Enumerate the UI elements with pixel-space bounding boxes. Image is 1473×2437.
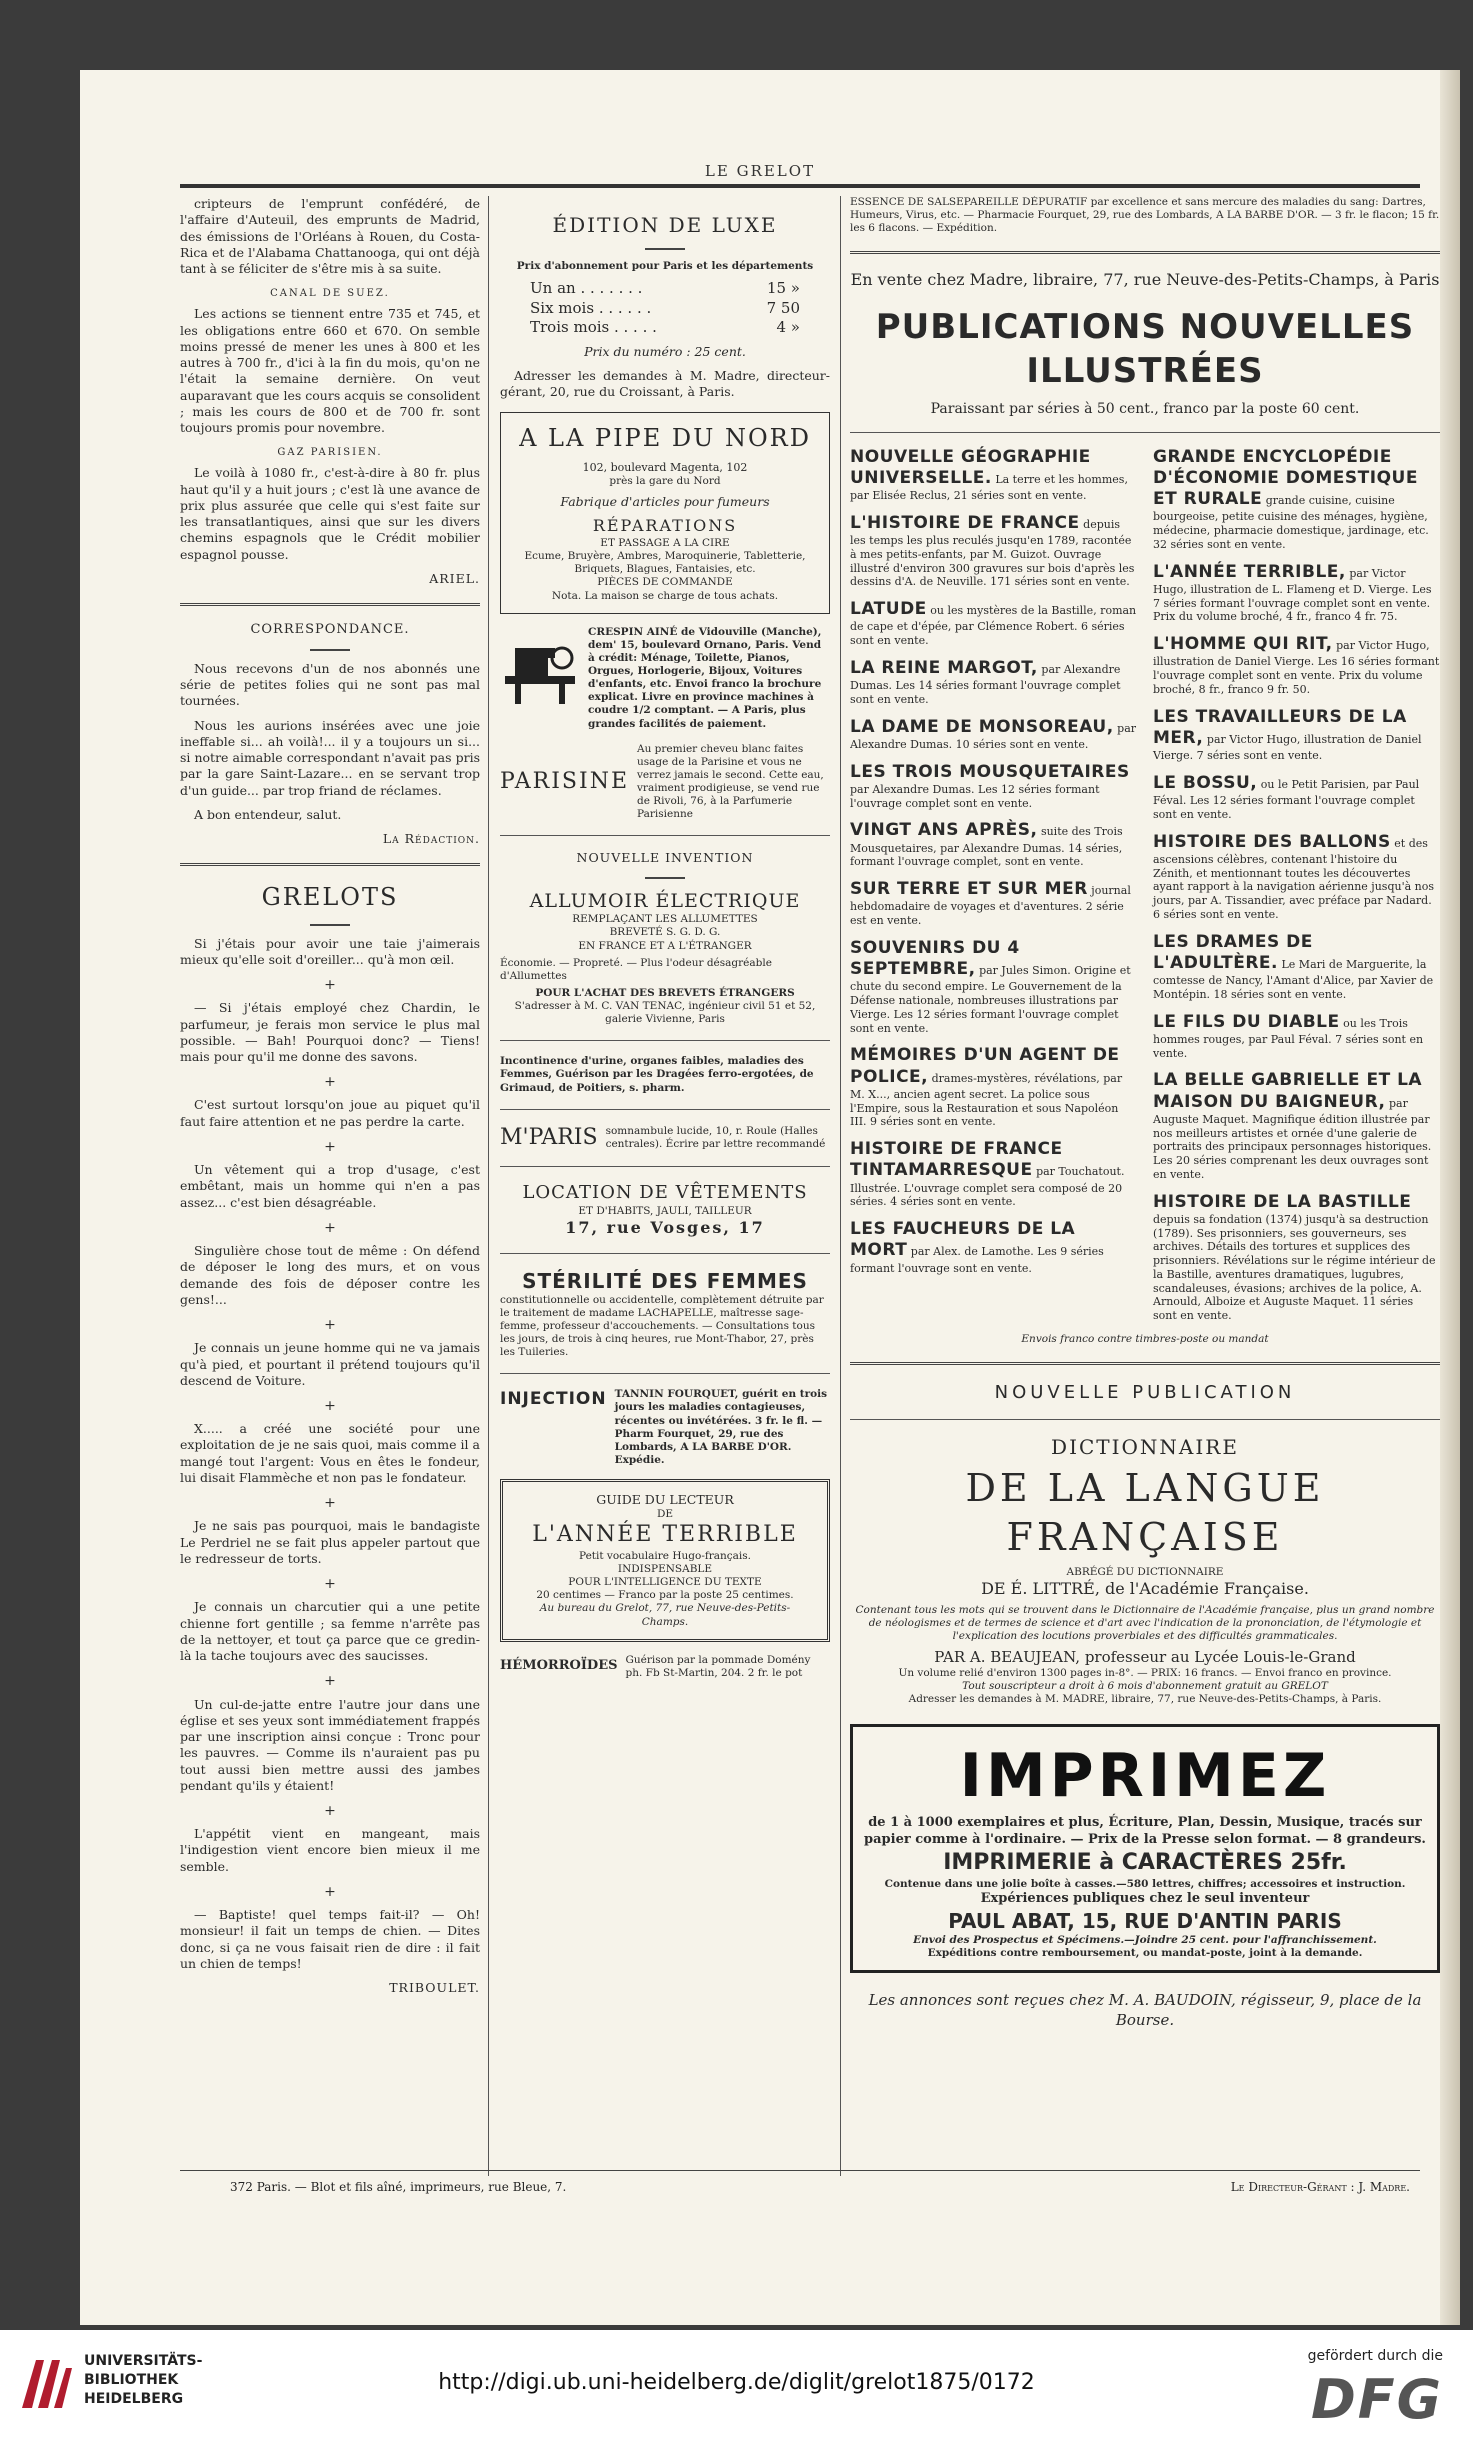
subscription-table	[500, 279, 830, 338]
publication-description: depuis les temps les plus reculés jusqu'en 1789, racontée à mes petits-enfants, par M. Guizot. Ouvrage illustré d'environ 300 gravures sur bois d'après les dessins d'A. de Neuville. 171 séries sont en vente.	[850, 517, 1135, 589]
joke: — Si j'étais employé chez Chardin, le parfumeur, je ferais mon service le plus mal possible. — Bah! Pourquoi donc? — Tiens! mais pour qu'il me donne des savons.	[180, 1000, 480, 1065]
publication-title: GRANDE ENCYCLOPÉDIE D'ÉCONOMIE DOMESTIQUE ET RURALE	[1153, 446, 1418, 510]
publication-entry	[850, 879, 1137, 928]
divider	[180, 603, 480, 606]
ad-title: ÉDITION DE LUXE	[552, 213, 778, 237]
publication-description: par Victor Hugo, illustration de Daniel Vierge. 7 séries sont en vente.	[1153, 732, 1422, 763]
publication-description: ou les mystères de la Bastille, roman de cape et d'épée, par Clémence Robert. 6 séries sont en vente.	[850, 604, 1137, 648]
separator-cross: +	[324, 1138, 336, 1155]
printer-line: 372 Paris. — Blot et fils aîné, imprimeurs, rue Bleue, 7.	[230, 2180, 567, 2194]
section-title: NOUVELLE PUBLICATION	[994, 1382, 1296, 1404]
separator-cross: +	[324, 1398, 336, 1415]
publication-description: par Alexandre Dumas. 10 séries sont en vente.	[850, 721, 1137, 751]
publication-description: grande cuisine, cuisine bourgeoise, petite cuisine des ménages, hygiène, médecine, pharmacie domestique, jardinage, etc. 32 séries sont en vente.	[1153, 494, 1429, 551]
publication-title: HISTOIRE DE LA BASTILLE	[1153, 1191, 1412, 1212]
publication-entry	[1153, 447, 1440, 552]
publications-title: PUBLICATIONS NOUVELLES ILLUSTRÉES	[875, 307, 1415, 392]
publication-description: ou le Petit Parisien, par Paul Féval. Les 12 séries formant l'ouvrage complet sont en vente.	[1153, 777, 1420, 821]
publication-entry	[1153, 707, 1440, 763]
publication-description: par Jules Simon. Origine et chute du second empire. Le Gouvernement de la Défense nationale, nombreuses illustrations par Vierge. Les 12 séries formant l'ouvrage complet sont en vente.	[850, 964, 1131, 1035]
divider	[310, 649, 350, 651]
joke: Si j'étais pour avoir une taie j'aimerais mieux qu'elle soit d'oreiller... qu'à mon œil.	[180, 935, 480, 967]
signature: TRIBOULET.	[389, 1980, 480, 1996]
publication-entry	[850, 658, 1137, 707]
annonces-note: Les annonces sont reçues chez M. A. BAUDOIN, régisseur, 9, place de la Bourse.	[868, 1991, 1422, 2029]
publication-entry	[1153, 562, 1440, 625]
publication-title: MÉMOIRES D'UN AGENT DE POLICE,	[850, 1045, 1120, 1087]
column-left	[180, 196, 480, 2156]
publications-left	[850, 447, 1137, 1333]
publication-description: La terre et les hommes, par Elisée Reclus, 21 séries sont en vente.	[850, 472, 1128, 503]
ad-head: NOUVELLE INVENTION	[576, 850, 754, 866]
divider	[500, 835, 830, 836]
publication-entry	[850, 938, 1137, 1036]
publication-description: par Auguste Maquet. Magnifique édition illustrée par nos meilleurs artistes et ornée d'une galerie de portraits des principaux personnages historiques. Les 20 séries comprenant les deux ouvrages sont en vente.	[1153, 1096, 1432, 1181]
joke: Je ne sais pas pourquoi, mais le bandagiste Le Perdriel ne se fait plus appeler partout que le redresseur de torts.	[180, 1518, 480, 1566]
paragraph: A bon entendeur, salut.	[194, 806, 342, 822]
divider	[500, 1253, 830, 1254]
divider	[850, 251, 1440, 254]
publication-title: LES FAUCHEURS DE LA MORT	[850, 1219, 1076, 1261]
imprimez-heading: IMPRIMEZ	[959, 1741, 1331, 1812]
publication-title: SUR TERRE ET SUR MER	[850, 879, 1088, 900]
publication-description: drames-mystères, révélations, par M. X..., ancien agent secret. La police sous l'Empire, sous la Restauration et sous Napoléon III. 9 séries sont en vente.	[850, 1071, 1123, 1129]
joke: Un vêtement qui a trop d'usage, c'est embêtant, mais un homme qui n'en a pas assez... c'est bien désagréable.	[180, 1162, 480, 1210]
publication-title: L'HISTOIRE DE FRANCE	[850, 512, 1080, 533]
subscription-row: Six mois . . . . . . 7 50	[530, 298, 800, 317]
ad-hemorroides: HÉMORROÏDES Guérison par la pommade Domény ph. Fb St-Martin, 204. 2 fr. le pot	[500, 1653, 811, 1679]
column-right: ESSENCE DE SALSEPAREILLE DÉPURATIF par excellence et sans mercure des maladies du sang: Dartres, Humeurs, Virus, etc. — Pharmacie Fourquet, 29, rue des Lombards, A LA BARBE D'OR. — 3 fr. le flacon; 15 fr. les 6 flacons. — Expédition. En vente chez Madre, libraire, 77, rue Neuve-des-Petits-Champs, à Paris PUBLICATIONS NOUVELLES ILLUSTRÉES Paraissant par séries à 50 cent., franco par la poste 60 cent. NOUVELLE GÉOGRAPHIE UNIVERSELLE. La terre et les hommes, par Elisée Reclus, 21 séries sont en vente. L'HISTOIRE DE FRANCE depuis les temps les plus reculés jusqu'en 1789, racontée à mes petits-enfants, par M. Guizot. Ouvrage illustré d'environ 300 gravures sur bois d'après les dessins d'A. de Neuville. 171 séries sont en vente. LATUDE ou les mystères de la Bastille, roman de cape et d'épée, par Clémence Robert. 6 séries sont en vente. LA REINE MARGOT, par Alexandre Dumas. Les 14 séries formant l'ouvrage complet sont en vente. LA DAME DE MONSOREAU, par Alexandre Dumas. 10 séries sont en vente. LES TROIS MOUSQUETAIRES par Alexandre Dumas. Les 12 séries formant l'ouvrage complet sont en vente. VINGT ANS APRÈS, suite des Trois Mousquetaires, par Alexandre Dumas. 14 séries, formant l'ouvrage complet, sont en vente. SUR TERRE ET SUR MER journal hebdomadaire de voyages et d'aventures. 2 série est en vente. SOUVENIRS DU 4 SEPTEMBRE, par Jules Simon. Origine et chute du second empire. Le Gouvernement de la Défense nationale, nombreuses illustrations par Vierge. Les 12 séries formant l'ouvrage complet sont en vente. MÉMOIRES D'UN AGENT DE POLICE, drames-mystères, révélations, par M. X..., ancien agent secret. La police sous l'Empire, sous la Restauration et sous Napoléon III. 9 séries sont en vente. HISTOIRE DE FRANCE TINTAMARRESQUE par Touchatout. Illustrée. L'ouvrage complet sera composé de 20 séries. 4 séries sont en vente. LES FAUCHEURS DE LA MORT par Alex. de Lamothe. Les 9 séries formant l'ouvrage sont en vente. GRANDE ENCYCLOPÉDIE D'ÉCONOMIE DOMESTIQUE ET RURALE grande cuisine, cuisine bourgeoise, petite cuisine des ménages, hygiène, médecine, pharmacie domestique, jardinage, etc. 32 séries sont en vente. L'ANNÉE TERRIBLE, par Victor Hugo, illustration de L. Flameng et D. Vierge. Les 7 séries formant l'ouvrage complet sont en vente. Prix du volume broché, 4 fr., franco 4 fr. 75. L'HOMME QUI RIT, par Victor Hugo, illustration de Daniel Vierge. Les 16 séries formant l'ouvrage complet sont en vente. Prix du volume broché, 8 fr., franco 9 fr. 50. LES TRAVAILLEURS DE LA MER, par Victor Hugo, illustration de Daniel Vierge. 7 séries sont en vente. LE BOSSU, ou le Petit Parisien, par Paul Féval. Les 12 séries formant l'ouvrage complet sont en vente. HISTOIRE DES BALLONS et des ascensions célèbres, contenant l'histoire du Zénith, et mentionnant toutes les découvertes ayant rapport à la navigation aérienne jusqu'à nos jours, par A. Tissandier, avec préface par Nadard. 6 séries sont en vente. LES DRAMES DE L'ADULTÈRE. Le Mari de Marguerite, la comtesse de Nancy, l'Amant d'Alice, par Xavier de Montépin. 18 séries sont en vente. LE FILS DU DIABLE ou les Trois hommes rouges, par Paul Féval. 7 séries sont en vente. LA BELLE GABRIELLE ET LA MAISON DU BAIGNEUR, par Auguste Maquet. Magnifique édition illustrée par nos meilleurs artistes et ornée d'une galerie de portraits des principaux personnages historiques. Les 20 séries comprenant les deux ouvrages sont en vente. HISTOIRE DE LA BASTILLE depuis sa fondation (1374) jusqu'à sa destruction (1789). Ses prisonniers, ses gouverneurs, ses archives. Détails des tortures et supplices des prisonniers. Révélations sur le régime intérieur de la Bastille, aventures dramatiques, lugubres, scandaleuses, évasions; archives de la police, A. Arnould, Alboize et Auguste Maquet. 11 séries sont en vente. Envois franco contre timbres-poste ou mandat NOUVELLE PUBLICATION DICTIONNAIRE DE LA LANGUE FRANÇAISE ABRÉGÉ DU DICTIONNAIRE DE É. LITTRÉ, de l'Académie Française. Contenant tous les mots qui se trouvent dans le Dictionnaire de l'Académie française, plus un grand nombre de néologismes et de termes de science et d'art avec l'indication de la prononciation, de l'étymologie et l'explication des locutions proverbiales et des difficultés grammaticales. PAR A. BEAUJEAN, professeur au Lycée Louis-le-Grand Un volume relié d'environ 1300 pages in-8°. — PRIX: 16 francs. — Envoi franco en province. Tout souscripteur a droit à 6 mois d'abonnement gratuit au GRELOT Adresser les demandes à M. MADRE, libraire, 77, rue Neuve-des-Petits-Champs, à Paris. IMPRIMEZ de 1 à 1000 exemplaires et plus, Écriture, Plan, Dessin, Musique, tracés sur papier comme à l'ordinaire. — Prix de la Presse selon format. — 8 grandeurs. IMPRIMERIE à CARACTÈRES 25fr. Contenue dans une jolie boîte à casses.—580 lettres, chiffres; accessoires et instruction. Expériences publiques chez le seul inventeur PAUL ABAT, 15, RUE D'ANTIN PARIS Envoi des Prospectus et Spécimens.—Joindre 25 cent. pour l'affranchissement. Expéditions contre remboursement, ou mandat-poste, joint à la demande. Les annonces sont reçues chez M. A. BAUDOIN, régisseur, 9, place de la Bourse.	[850, 196, 1440, 2029]
subscription-row: Trois mois . . . . . 4 »	[530, 318, 800, 337]
ad-injection: INJECTION TANNIN FOURQUET, guérit en trois jours les maladies contagieuses, récentes ou invétérées. 3 fr. le fl. — Pharm Fourquet, 29, rue des Lombards, A LA BARBE D'OR. Expédie.	[500, 1388, 828, 1466]
newspaper-page	[80, 70, 1460, 2325]
subscription-row: Un an . . . . . . . 15 »	[530, 279, 800, 298]
publication-description: par Touchatout. Illustrée. L'ouvrage complet sera composé de 20 séries. 4 séries sont en vente.	[850, 1165, 1125, 1209]
permalink-url[interactable]: http://digi.ub.uni-heidelberg.de/diglit/grelot1875/0172	[438, 2370, 1035, 2395]
publication-title: LE FILS DU DIABLE	[1153, 1011, 1340, 1032]
envois-note: Envois franco contre timbres-poste ou mandat	[1021, 1332, 1269, 1345]
publication-entry	[850, 1139, 1137, 1209]
column-divider	[840, 196, 841, 2176]
separator-cross: +	[324, 1317, 336, 1334]
dictionary-label: DICTIONNAIRE	[1051, 1434, 1239, 1459]
paragraph: Nous recevons d'un de nos abonnés une série de petites folies qui ne sont pas mal tournées.	[180, 660, 480, 709]
publication-title: SOUVENIRS DU 4 SEPTEMBRE,	[850, 937, 1020, 980]
publication-description: par Alex. de Lamothe. Les 9 séries formant l'ouvrage sont en vente.	[850, 1245, 1104, 1275]
joke: Singulière chose tout de même : On défend de déposer le long des murs, et on vous demande des fois de déposer contre les gens!...	[180, 1243, 480, 1307]
publication-title: L'ANNÉE TERRIBLE,	[1153, 561, 1346, 582]
divider	[500, 1040, 830, 1041]
publication-entry	[1153, 832, 1440, 922]
head-rule	[180, 184, 1420, 188]
paragraph: Le voilà à 1080 fr., c'est-à-dire à 80 fr. plus haut qu'il y a huit jours ; c'est là une avance de prix plus assurée que celle qui s'est faite sur les transatlantiques, ainsi que sur les divers chemins espagnols que le Crédit mobilier espagnol pousse.	[180, 465, 480, 562]
divider	[850, 1362, 1440, 1365]
paragraph: Adresser les demandes à M. Madre, directeur-gérant, 20, rue du Croissant, à Paris.	[500, 367, 830, 400]
ad-incontinence: Incontinence d'urine, organes faibles, maladies des Femmes, Guérison par les Dragées ferro-ergotées, de Grimaud, de Poitiers, s. pharm.	[500, 1055, 814, 1094]
divider	[180, 863, 480, 866]
separator-cross: +	[324, 1074, 336, 1091]
publication-entry	[850, 599, 1137, 648]
divider	[645, 877, 685, 879]
joke: — Baptiste! quel temps fait-il? — Oh! monsieur! il fait un temps de chien. — Dites donc, si ça ne vous faisait rien de dire : il fait un chien de temps!	[180, 1907, 480, 1971]
separator-cross: +	[324, 1219, 336, 1236]
ad-crespin: CRESPIN AINÉ de Vidouville (Manche), dem' 15, boulevard Ornano, Paris. Vend à crédit: Ménage, Toilette, Pianos, Orgues, Horlogerie, Bijoux, Voitures d'enfants, etc. Envoi franco la brochure explicat. Livre en province machines à coudre 1/2 comptant. — A Paris, plus grandes facilités de paiement.	[500, 626, 830, 731]
divider	[500, 1109, 830, 1110]
publications-subtitle: Paraissant par séries à 50 cent., franco par la poste 60 cent.	[930, 400, 1360, 417]
publication-title: LES DRAMES DE L'ADULTÈRE.	[1153, 931, 1313, 973]
column-middle: ÉDITION DE LUXE Prix d'abonnement pour Paris et les départements Un an . . . . . . . 15 » Six mois . . . . . . 7 50 Trois mois . . . . . 4 » Prix du numéro : 25 cent. Adresser les demandes à M. Madre, directeur-gérant, 20, rue du Croissant, à Paris. A LA PIPE DU NORD 102, boulevard Magenta, 102 près la gare du Nord Fabrique d'articles pour fumeurs RÉPARATIONS ET PASSAGE A LA CIRE Ecume, Bruyère, Ambres, Maroquinerie, Tabletterie, Briquets, Blagues, Fantaisies, etc. PIÈCES DE COMMANDE Nota. La maison se charge de tous achats. CRESPIN AINÉ de Vidouville (Manche), dem' 15, boulevard Ornano, Paris. Vend à crédit: Ménage, Toilette, Pianos, Orgues, Horlogerie, Bijoux, Voitures d'enfants, etc. Envoi franco la brochure explicat. Livre en province machines à coudre 1/2 comptant. — A Paris, plus grandes facilités de paiement. PARISINE Au premier cheveu blanc faites usage de la Parisine et vous ne verrez jamais le second. Cette eau, vraiment prodigieuse, se vend rue de Rivoli, 76, à la Parfumerie Parisienne NOUVELLE INVENTION ALLUMOIR ÉLECTRIQUE REMPLAÇANT LES ALLUMETTES BREVETÉ S. G. D. G. EN FRANCE ET A L'ÉTRANGER Économie. — Propreté. — Plus l'odeur désagréable d'Allumettes POUR L'ACHAT DES BREVETS ÉTRANGERS S'adresser à M. C. VAN TENAC, ingénieur civil 51 et 52, galerie Vivienne, Paris Incontinence d'urine, organes faibles, maladies des Femmes, Guérison par les Dragées ferro-ergotées, de Grimaud, de Poitiers, s. pharm. M'PARIS somnambule lucide, 10, r. Roule (Halles centrales). Écrire par lettre recommandé LOCATION DE VÊTEMENTS ET D'HABITS, JAULI, TAILLEUR 17, rue Vosges, 17 STÉRILITÉ DES FEMMES constitutionnelle ou accidentelle, complètement détruite par le traitement de madame LACHAPELLE, maîtresse sage-femme, professeur d'accouchements. — Consultations tous les jours, de trois à cinq heures, rue Mont-Thabor, 27, près les Tuileries. INJECTION TANNIN FOURQUET, guérit en trois jours les maladies contagieuses, récentes ou invétérées. 3 fr. le fl. — Pharm Fourquet, 29, rue des Lombards, A LA BARBE D'OR. Expédie. GUIDE DU LECTEUR DE L'ANNÉE TERRIBLE Petit vocabulaire Hugo-français. INDISPENSABLE POUR L'INTELLIGENCE DU TEXTE 20 centimes — Franco par la poste 25 centimes. Au bureau du Grelot, 77, rue Neuve-des-Petits-Champs. HÉMORROÏDES Guérison par la pommade Domény ph. Fb St-Martin, 204. 2 fr. le pot	[500, 213, 830, 1679]
dfg-logo[interactable]: DFG	[1310, 2368, 1443, 2431]
separator-cross: +	[324, 977, 336, 994]
publication-description: depuis sa fondation (1374) jusqu'à sa destruction (1789). Ses prisonniers, ses gouverneurs, ses archives. Détails des tortures et supplices des prisonniers. Révélations sur le régime intérieur de la Bastille, aventures dramatiques, lugubres, scandaleuses, évasions; archives de la police, A. Arnould, Alboize et Auguste Maquet. 11 séries sont en vente.	[1153, 1212, 1436, 1323]
joke: Un cul-de-jatte entre l'autre jour dans une église et ses yeux sont immédiatement frappés par une inscription ainsi conçue : Tronc pour les pauvres. — Comme ils n'auraient pas pu tout aussi bien mettre aussi des jambes pendant qu'ils y étaient!	[180, 1696, 480, 1793]
sewing-machine-icon	[500, 626, 580, 706]
sale-notice: En vente chez Madre, libraire, 77, rue Neuve-des-Petits-Champs, à Paris	[850, 270, 1440, 290]
ad-pipe-du-nord: A LA PIPE DU NORD 102, boulevard Magenta, 102 près la gare du Nord Fabrique d'articles pour fumeurs RÉPARATIONS ET PASSAGE A LA CIRE Ecume, Bruyère, Ambres, Maroquinerie, Tabletterie, Briquets, Blagues, Fantaisies, etc. PIÈCES DE COMMANDE Nota. La maison se charge de tous achats.	[500, 412, 830, 613]
publications-right	[1153, 447, 1440, 1333]
section-title: CORRESPONDANCE.	[250, 622, 410, 637]
subheading: CANAL DE SUEZ.	[270, 288, 390, 300]
column-divider	[488, 196, 489, 2176]
ad-title: STÉRILITÉ DES FEMMES	[522, 1268, 808, 1293]
divider	[500, 1373, 830, 1374]
ad-subtitle: Prix d'abonnement pour Paris et les départements	[516, 260, 814, 272]
joke: X..... a créé une société pour une exploitation de je ne sais quoi, mais comme il a mangé tout l'argent: Vous en êtes le fondeur, lui disait Flammèche et non pas le fondateur.	[180, 1421, 480, 1485]
signature: ARIEL.	[429, 570, 480, 586]
subheading: GAZ PARISIEN.	[277, 447, 383, 459]
ad-mparis: M'PARIS somnambule lucide, 10, r. Roule (Halles centrales). Écrire par lettre recommandé	[500, 1124, 826, 1151]
paragraph: Les actions se tiennent entre 735 et 745, et les obligations entre 660 et 670. On semble moins pressé de mener les unes à 800 et les autres à 700 fr., d'ici à la fin du mois, qu'on ne l'était la semaine dernière. On veut auparavant que les cours acquis se consolident ; mais les cours de 800 et de 700 fr. sont toujours promis pour novembre.	[180, 306, 480, 435]
joke: Je connais un jeune homme qui ne va jamais qu'à pied, et pourtant il prétend toujours qu'il descend de Voiture.	[180, 1340, 480, 1388]
publication-entry	[1153, 1012, 1440, 1061]
ad-title: ALLUMOIR ÉLECTRIQUE	[529, 889, 801, 912]
publication-entry	[850, 447, 1137, 503]
divider	[645, 248, 685, 250]
section-title: GRELOTS	[261, 883, 399, 912]
publication-description: par Alexandre Dumas. Les 14 séries formant l'ouvrage complet sont en vente.	[850, 662, 1121, 706]
divider	[850, 432, 1440, 433]
publication-title: LA DAME DE MONSOREAU,	[850, 716, 1114, 737]
publication-description: par Alexandre Dumas. Les 12 séries formant l'ouvrage complet sont en vente.	[850, 782, 1100, 810]
separator-cross: +	[324, 1803, 336, 1820]
publication-title: LE BOSSU,	[1153, 772, 1258, 793]
ad-guide-lecteur: GUIDE DU LECTEUR DE L'ANNÉE TERRIBLE Petit vocabulaire Hugo-français. INDISPENSABLE POUR L'INTELLIGENCE DU TEXTE 20 centimes — Franco par la poste 25 centimes. Au bureau du Grelot, 77, rue Neuve-des-Petits-Champs.	[500, 1479, 830, 1642]
publication-entry	[850, 762, 1137, 811]
publication-entry	[1153, 634, 1440, 697]
publication-description: par Victor Hugo, illustration de Daniel Vierge. Les 16 séries formant l'ouvrage complet sont en vente. Prix du volume broché, 8 fr., franco 9 fr. 50.	[1153, 639, 1440, 696]
publication-entry	[1153, 773, 1440, 822]
bottom-rule	[180, 2170, 1420, 2171]
page-edge	[1440, 70, 1460, 2325]
divider	[500, 1166, 830, 1167]
publications-list	[850, 447, 1440, 1333]
publication-title: LES TROIS MOUSQUETAIRES	[850, 761, 1130, 782]
publication-title: L'HOMME QUI RIT,	[1153, 634, 1333, 655]
publication-entry	[850, 717, 1137, 752]
joke: Je connais un charcutier qui a une petite chienne fort gentille ; sa femme n'arrête pas de la nettoyer, et tout ça parce que ce gredin-là la tache toujours avec des saucisses.	[180, 1599, 480, 1664]
ad-imprimez: IMPRIMEZ de 1 à 1000 exemplaires et plus, Écriture, Plan, Dessin, Musique, tracés sur papier comme à l'ordinaire. — Prix de la Presse selon format. — 8 grandeurs. IMPRIMERIE à CARACTÈRES 25fr. Contenue dans une jolie boîte à casses.—580 lettres, chiffres; accessoires et instruction. Expériences publiques chez le seul inventeur PAUL ABAT, 15, RUE D'ANTIN PARIS Envoi des Prospectus et Spécimens.—Joindre 25 cent. pour l'affranchissement. Expéditions contre remboursement, ou mandat-poste, joint à la demande.	[850, 1724, 1440, 1973]
publication-entry	[850, 513, 1137, 589]
publication-entry	[1153, 1192, 1440, 1323]
publication-description: Le Mari de Marguerite, la comtesse de Nancy, l'Amant d'Alice, par Xavier de Montépin. 18 séries sont en vente.	[1153, 957, 1434, 1001]
publication-entry	[1153, 1070, 1440, 1181]
publication-title: LES TRAVAILLEURS DE LA MER,	[1153, 706, 1407, 748]
paragraph: Nous les aurions insérées avec une joie ineffable si... ah voilà!... il y a toujours un si... si notre aimable correspondant n'avait pas pris par la gare Saint-Lazare... en se servant trop d'un guide... par trop friand de réclames.	[180, 717, 480, 798]
director-line: Le Directeur-Gérant : J. Madre.	[1230, 2180, 1410, 2194]
ad-salsepareille: ESSENCE DE SALSEPAREILLE DÉPURATIF par excellence et sans mercure des maladies du sang: Dartres, Humeurs, Virus, etc. — Pharmacie Fourquet, 29, rue des Lombards, A LA BARBE D'OR. — 3 fr. le flacon; 15 fr. les 6 flacons. — Expédition.	[850, 196, 1440, 235]
publication-description: suite des Trois Mousquetaires, par Alexandre Dumas. 14 séries, formant l'ouvrage complet, sont en vente.	[850, 825, 1123, 869]
university-name[interactable]: UNIVERSITÄTS- BIBLIOTHEK HEIDELBERG	[84, 2353, 203, 2407]
publication-title: LATUDE	[850, 599, 927, 620]
price: Prix du numéro : 25 cent.	[584, 343, 746, 359]
divider	[850, 1419, 1440, 1420]
running-head: LE GRELOT	[704, 162, 816, 180]
publication-title: NOUVELLE GÉOGRAPHIE UNIVERSELLE.	[850, 446, 1091, 488]
separator-cross: +	[324, 1673, 336, 1690]
publication-title: VINGT ANS APRÈS,	[850, 820, 1038, 841]
publication-title: LA REINE MARGOT,	[850, 657, 1038, 678]
joke: L'appétit vient en mangeant, mais l'indigestion vient encore bien mieux il me semble.	[180, 1826, 480, 1874]
dictionary-title: DE LA LANGUE FRANÇAISE	[965, 1465, 1325, 1559]
publication-entry	[850, 820, 1137, 869]
dfg-label: gefördert durch die	[1307, 2348, 1443, 2364]
signature: La Rédaction.	[382, 831, 480, 847]
publication-description: et des ascensions célèbres, contenant l'histoire du Zénith, et mentionnant toutes les découvertes ayant rapport à la navigation aérienne jusqu'à nos jours, par A. Tissandier, avec préface par Nadard. 6 séries sont en vente.	[1153, 836, 1434, 921]
publication-entry	[850, 1045, 1137, 1129]
publication-title: LA BELLE GABRIELLE ET LA MAISON DU BAIGNEUR,	[1153, 1070, 1423, 1112]
article-intro: cripteurs de l'emprunt confédéré, de l'affaire d'Auteuil, des emprunts de Madrid, des émissions de l'Orléans à Rouen, du Costa-Rica et de l'Alabama Chattanooga, qui ont déjà tant à se féliciter de s'être mis à sa suite.	[180, 196, 480, 276]
publication-description: journal hebdomadaire de voyages et d'aventures. 2 série est en vente.	[850, 884, 1131, 928]
ad-parisine: PARISINE Au premier cheveu blanc faites usage de la Parisine et vous ne verrez jamais le second. Cette eau, vraiment prodigieuse, se vend rue de Rivoli, 76, à la Parfumerie Parisienne	[500, 742, 824, 821]
publication-description: par Victor Hugo, illustration de L. Flameng et D. Vierge. Les 7 séries formant l'ouvrage complet sont en vente. Prix du volume broché, 4 fr., franco 4 fr. 75.	[1153, 566, 1432, 624]
publication-entry	[1153, 932, 1440, 1002]
viewer-footer	[0, 2330, 1473, 2437]
ad-title: A LA PIPE DU NORD	[519, 424, 811, 453]
separator-cross: +	[324, 1576, 336, 1593]
ad-title: LOCATION DE VÊTEMENTS	[522, 1182, 808, 1204]
publication-title: HISTOIRE DES BALLONS	[1153, 831, 1391, 852]
publication-entry	[850, 1219, 1137, 1275]
separator-cross: +	[324, 1495, 336, 1512]
publication-description: ou les Trois hommes rouges, par Paul Féval. 7 séries sont en vente.	[1153, 1016, 1424, 1060]
joke: C'est surtout lorsqu'on joue au piquet qu'il faut faire attention et ne pas perdre la carte.	[180, 1097, 480, 1129]
separator-cross: +	[324, 1883, 336, 1900]
divider	[310, 924, 350, 926]
publication-title: HISTOIRE DE FRANCE TINTAMARRESQUE	[850, 1139, 1063, 1181]
